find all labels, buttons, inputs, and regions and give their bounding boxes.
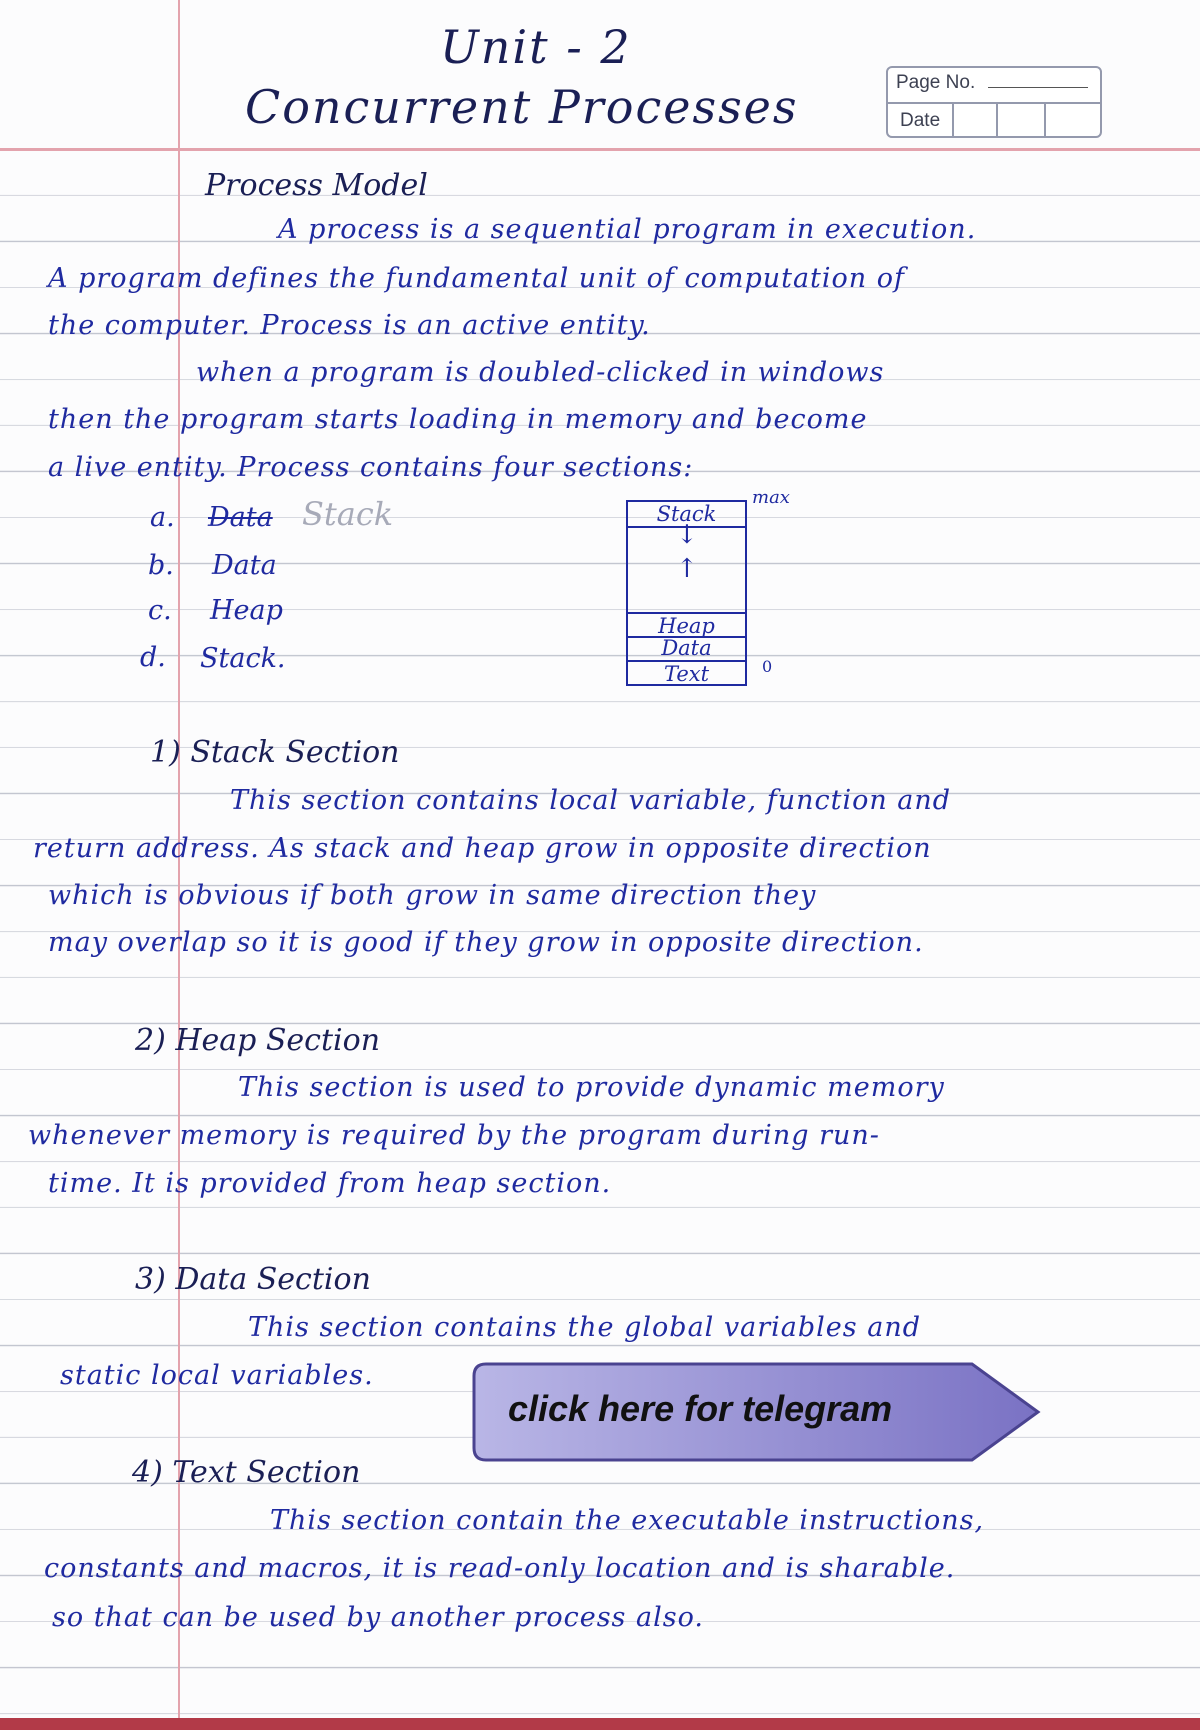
stack-section-heading: 1) Stack Section (150, 735, 400, 770)
text-line: This section contains local variable, function and (230, 785, 952, 816)
arrow-up-icon: ↑ (676, 554, 698, 584)
unit-title: Unit - 2 (440, 20, 632, 74)
text-line: A process is a sequential program in execution. (278, 214, 977, 245)
page-title: Concurrent Processes (245, 80, 799, 134)
list-marker: c. (148, 595, 172, 626)
list-item: Heap (210, 595, 283, 626)
text-line: constants and macros, it is read-only location and is sharable. (44, 1553, 956, 1584)
text-line: when a program is doubled-clicked in windows (196, 357, 885, 388)
text-line: the computer. Process is an active entity. (48, 310, 651, 341)
page-bottom-edge (0, 1718, 1200, 1730)
box-divider (888, 102, 1100, 104)
page-no-line (988, 87, 1088, 88)
list-marker: d. (140, 642, 166, 673)
text-line: static local variables. (60, 1360, 374, 1391)
date-cell-divider (1044, 104, 1046, 136)
arrow-down-icon: ↓ (676, 520, 698, 550)
heap-section-heading: 2) Heap Section (135, 1023, 381, 1058)
telegram-link-label: click here for telegram (508, 1388, 893, 1429)
diagram-data-cell: Data (626, 636, 747, 662)
text-line: so that can be used by another process also. (52, 1602, 704, 1633)
process-model-heading: Process Model (205, 168, 428, 203)
text-section-heading: 4) Text Section (132, 1455, 361, 1490)
text-line: a live entity. Process contains four sections: (48, 452, 694, 483)
header-rule (0, 148, 1200, 151)
list-item-correction: Stack (302, 495, 394, 533)
date-label: Date (900, 110, 941, 131)
telegram-link-banner[interactable] (472, 1362, 1042, 1462)
page-number-box (886, 66, 1102, 138)
text-line: whenever memory is required by the program during run- (28, 1120, 880, 1151)
diagram-heap-cell: Heap (626, 612, 747, 638)
date-cell-divider (952, 104, 954, 136)
diagram-text-cell: Text (626, 660, 747, 686)
text-line: This section contain the executable instructions, (270, 1505, 985, 1536)
text-line: time. It is provided from heap section. (48, 1168, 612, 1199)
text-line: This section contains the global variables and (248, 1312, 921, 1343)
list-marker: b. (148, 550, 174, 581)
list-item: Stack. (200, 643, 286, 674)
data-section-heading: 3) Data Section (135, 1262, 371, 1297)
text-line: which is obvious if both grow in same direction they (48, 880, 817, 911)
diagram-max-label: max (752, 487, 790, 508)
list-item: Data (212, 550, 277, 581)
text-line: This section is used to provide dynamic memory (238, 1072, 945, 1103)
page-no-label: Page No. (896, 72, 976, 93)
text-line: may overlap so it is good if they grow in opposite direction. (48, 927, 924, 958)
diagram-stack-cell: Stack (626, 500, 747, 528)
date-cell-divider (996, 104, 998, 136)
diagram-zero-label: 0 (762, 657, 773, 676)
text-line: then the program starts loading in memory and become (48, 404, 868, 435)
text-line: return address. As stack and heap grow in opposite direction (33, 833, 932, 864)
text-line: A program defines the fundamental unit of computation of (48, 263, 906, 294)
list-marker: a. (150, 502, 175, 533)
list-item-struck: Data (208, 502, 273, 533)
